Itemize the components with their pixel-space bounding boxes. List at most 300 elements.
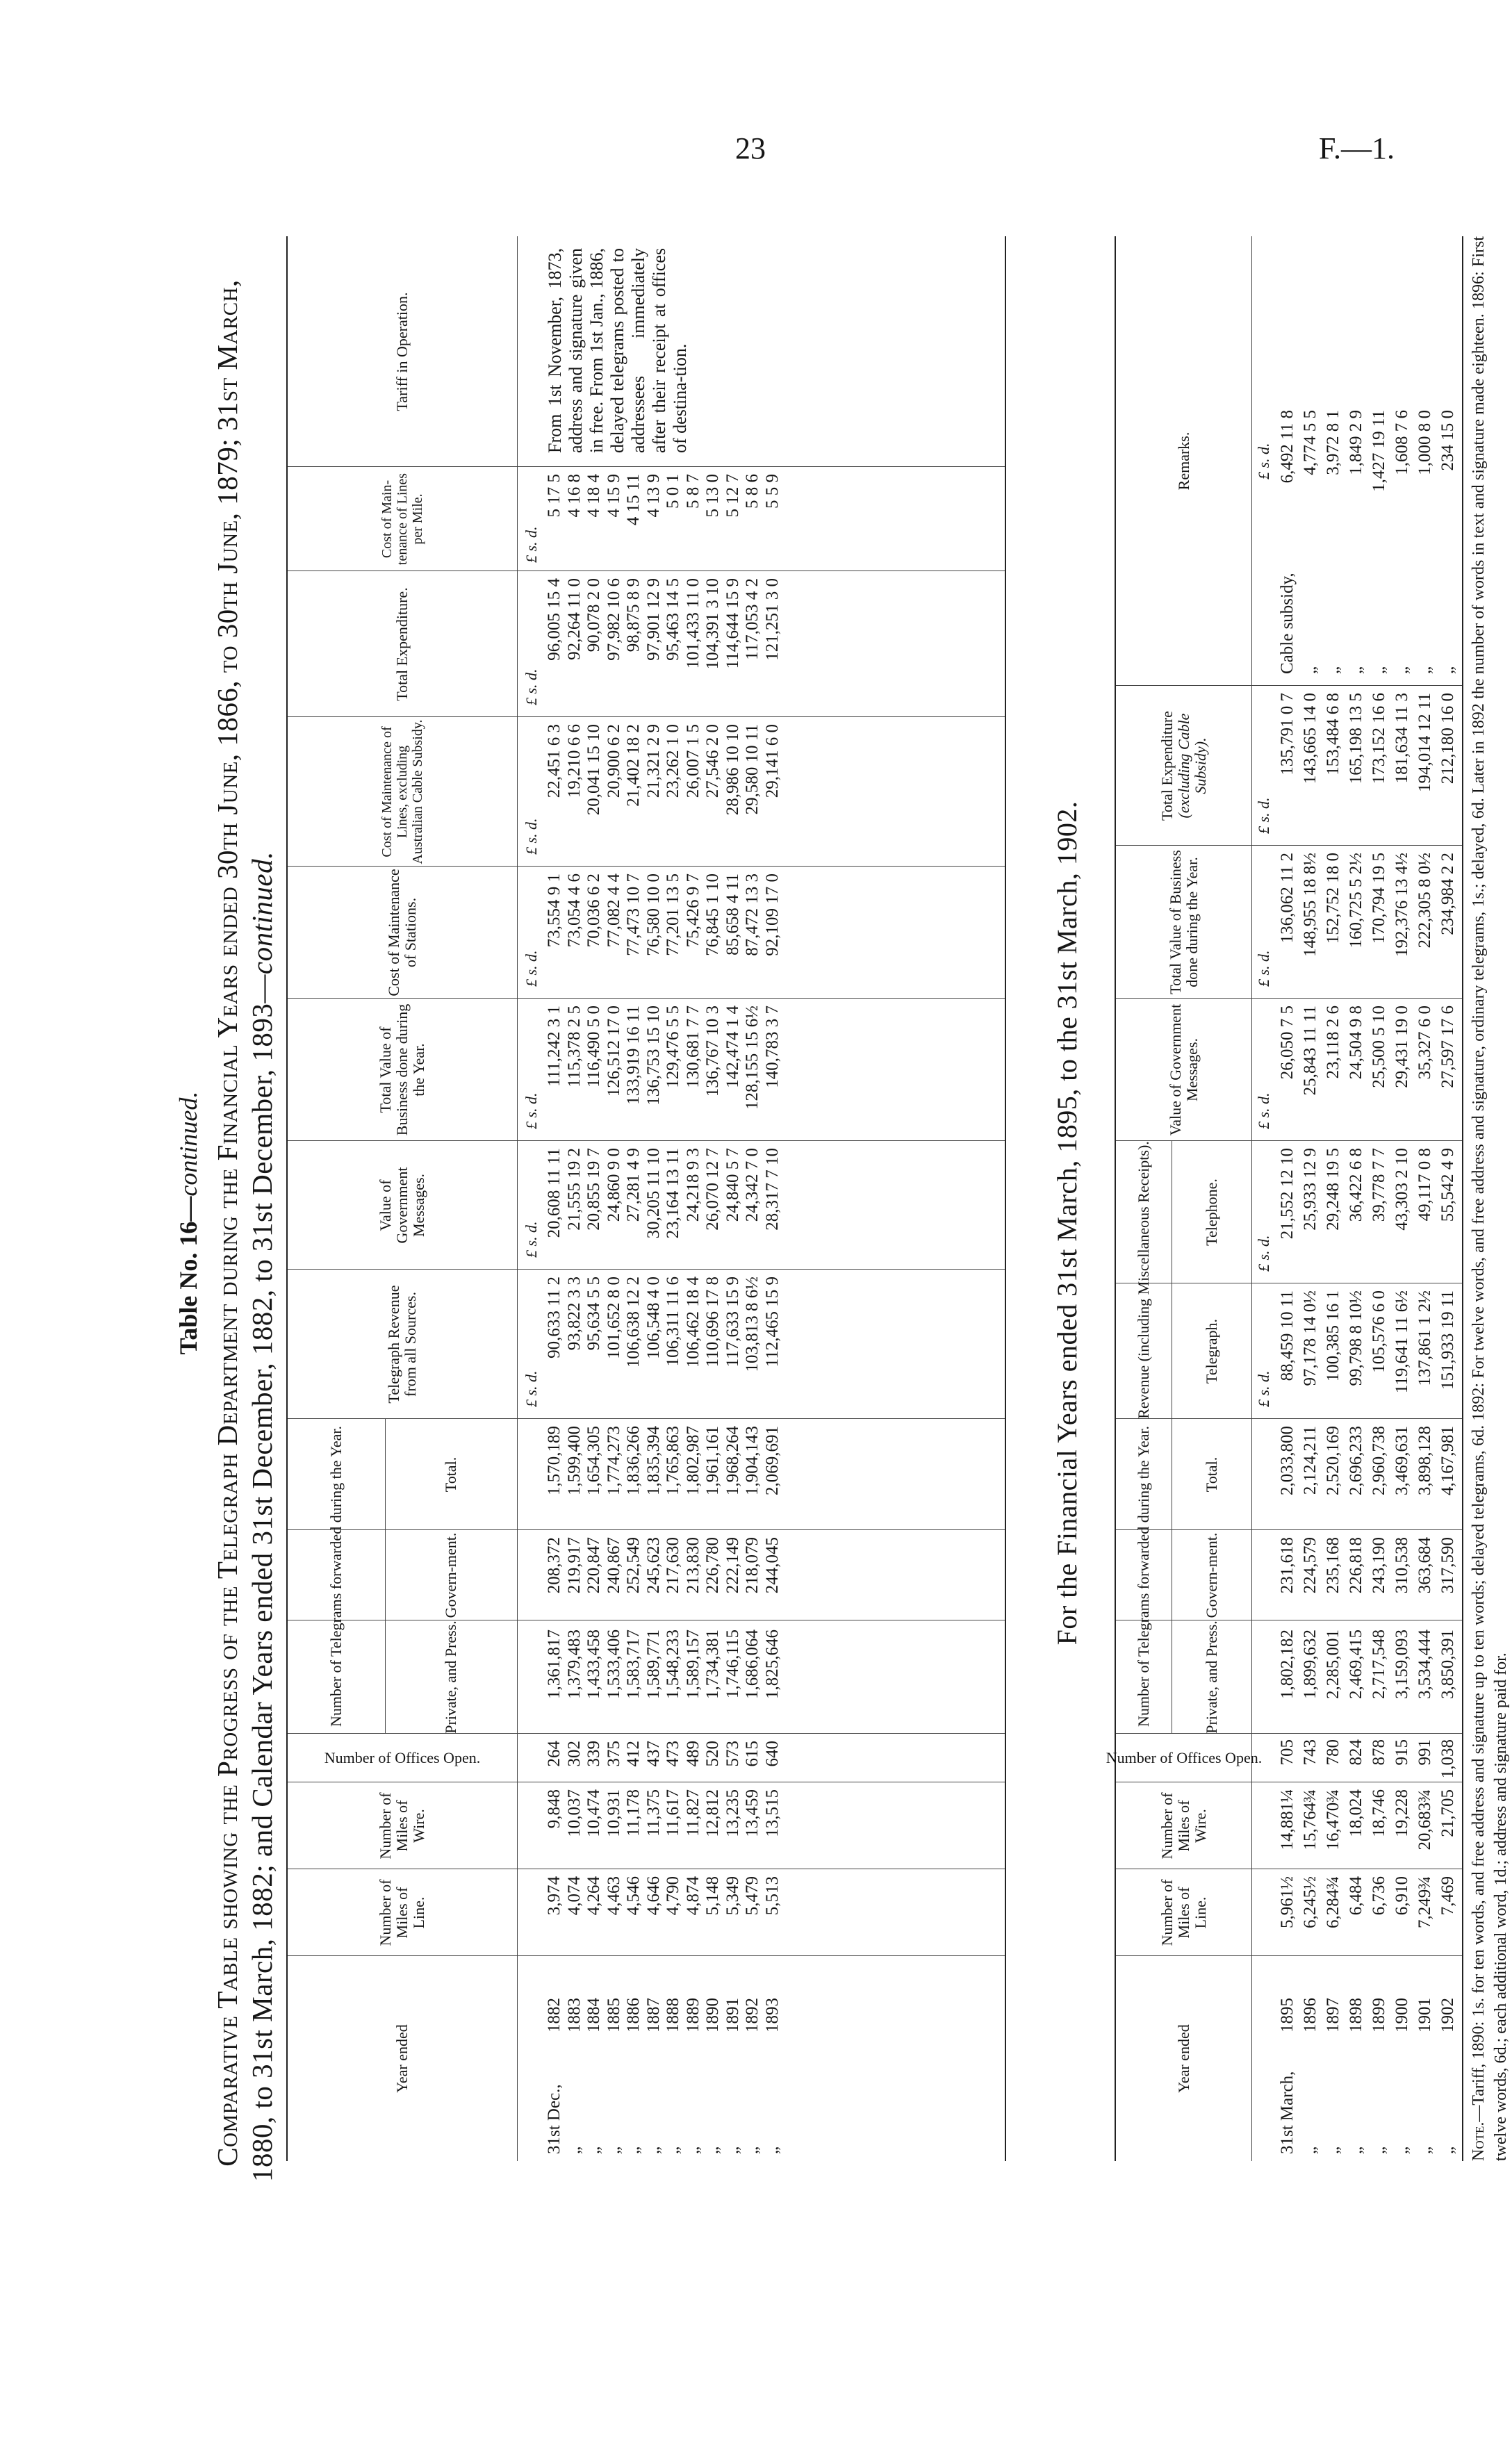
cell-miles-wire: 14,881¼ — [1278, 1789, 1297, 1850]
cell-telegraph: 119,641 11 6½ — [1392, 1290, 1411, 1394]
cell-total: 1,774,273 — [604, 1426, 623, 1495]
cell-offices: 915 — [1392, 1739, 1411, 1766]
cell-total-expenditure: 181,634 11 3 — [1392, 693, 1411, 784]
col-stations-cost — [545, 873, 782, 999]
cell-total: 1,802,987 — [683, 1426, 702, 1495]
cell-stations-cost: 76,580 10 0 — [643, 873, 663, 956]
cell-year-prefix: „ — [564, 2146, 584, 2154]
cell-private-press: 1,589,771 — [643, 1630, 663, 1699]
page-number: 23 — [735, 131, 766, 165]
cell-total-expenditure: 135,791 0 7 — [1278, 693, 1297, 775]
cell-stations-cost: 73,054 4 6 — [564, 873, 584, 948]
cell-year-prefix: „ — [624, 2146, 643, 2154]
cell-business-total: 133,919 16 11 — [624, 1006, 643, 1105]
units-business: £ s. d. — [523, 1092, 540, 1129]
cell-offices: 339 — [584, 1741, 603, 1767]
cell-total: 4,167,981 — [1438, 1426, 1457, 1495]
units-govt-messages: £ s. d. — [1255, 1092, 1272, 1129]
cell-year: 1899 — [1370, 1998, 1388, 2033]
cell-telegraph: 88,459 10 11 — [1278, 1290, 1297, 1381]
cell-miles-wire: 20,683¾ — [1415, 1789, 1434, 1850]
cell-offices: 878 — [1370, 1739, 1388, 1766]
cell-government: 226,780 — [703, 1537, 722, 1594]
cell-remarks-label: „ — [1370, 666, 1388, 674]
header-telegraph-revenue: Telegraph Revenue from all Sources. — [385, 1285, 419, 1404]
col-remarks-amount — [1276, 410, 1459, 542]
cell-year-prefix: „ — [1392, 2146, 1411, 2154]
cell-year-prefix: „ — [643, 2146, 663, 2154]
cell-cost-per-mile: 5 12 7 — [723, 474, 742, 518]
cell-miles-wire: 19,228 — [1392, 1789, 1411, 1837]
cell-year: 1884 — [584, 1998, 603, 2033]
cell-private-press: 1,802,182 — [1278, 1630, 1297, 1699]
cell-government: 240,867 — [604, 1537, 623, 1594]
cell-offices: 412 — [624, 1741, 643, 1767]
cell-business-total: 140,783 3 7 — [762, 1006, 782, 1088]
cell-total-expenditure: 212,180 16 0 — [1438, 693, 1457, 785]
cell-govt-messages: 23,164 13 11 — [664, 1148, 682, 1239]
cell-offices: 780 — [1324, 1739, 1342, 1766]
cell-government: 226,818 — [1347, 1537, 1365, 1594]
cell-miles-line: 5,148 — [703, 1876, 722, 1916]
cell-lines-cost: 27,546 2 0 — [703, 724, 722, 798]
cell-private-press: 3,850,391 — [1438, 1630, 1457, 1699]
units-telegraph: £ s. d. — [1255, 1370, 1272, 1407]
col-telegraph — [1276, 1290, 1459, 1419]
cell-telephone: 55,542 4 9 — [1438, 1148, 1457, 1222]
cell-telephone: 43,303 2 10 — [1392, 1148, 1411, 1231]
col-year-prefix — [1276, 2036, 1459, 2154]
cell-private-press: 2,469,415 — [1347, 1630, 1365, 1699]
cell-telephone: 39,778 7 7 — [1370, 1148, 1388, 1222]
cell-govt-messages: 24,218 9 3 — [683, 1148, 702, 1222]
col-lines-cost — [545, 724, 782, 867]
page-header — [0, 131, 1477, 172]
cell-total: 1,836,266 — [624, 1426, 643, 1495]
header-government-messages: Value of Government Messages. — [1166, 1003, 1201, 1136]
cell-miles-line: 4,546 — [624, 1876, 643, 1916]
cell-miles-wire: 9,848 — [545, 1789, 564, 1829]
cell-government: 231,618 — [1278, 1537, 1297, 1594]
cell-government: 363,684 — [1415, 1537, 1434, 1594]
cell-telegraph: 105,576 6 0 — [1370, 1290, 1388, 1373]
cell-year-prefix: „ — [1370, 2146, 1388, 2154]
col-remarks-label — [1276, 535, 1459, 674]
cell-revenue: 95,634 5 5 — [584, 1277, 603, 1351]
page-code: F.—1. — [1319, 131, 1395, 165]
cell-year-prefix: „ — [683, 2146, 702, 2154]
cell-total: 1,961,161 — [703, 1426, 722, 1495]
cell-total-expenditure: 173,152 16 6 — [1370, 693, 1388, 785]
header-stations-cost: Cost of Maintenance of Stations. — [385, 869, 419, 996]
cell-private-press: 1,686,064 — [743, 1630, 762, 1699]
cell-remarks-amount: 1,849 2 9 — [1347, 410, 1365, 475]
col-year — [545, 1963, 782, 2033]
cell-business-total: 234,984 2 2 — [1438, 853, 1457, 935]
cell-offices: 375 — [604, 1741, 623, 1767]
cell-total-expenditure: 98,875 8 9 — [624, 578, 643, 652]
cell-miles-line: 7,469 — [1438, 1876, 1457, 1916]
cell-business-total: 136,767 10 3 — [703, 1006, 722, 1097]
cell-total-expenditure: 95,463 14 5 — [664, 578, 682, 661]
cell-year: 1898 — [1347, 1998, 1365, 2033]
col-private-press — [545, 1630, 782, 1734]
cell-telegraph: 137,861 1 2½ — [1415, 1290, 1434, 1386]
cell-remarks-amount: 6,492 11 8 — [1278, 410, 1297, 484]
cell-miles-line: 5,513 — [762, 1876, 782, 1916]
cell-miles-wire: 16,470¾ — [1324, 1789, 1342, 1850]
cell-telegraph: 97,178 14 0½ — [1301, 1290, 1320, 1386]
cell-year-prefix: „ — [664, 2146, 682, 2154]
cell-miles-line: 6,484 — [1347, 1876, 1365, 1916]
cell-cost-per-mile: 5 8 6 — [743, 474, 762, 509]
cell-remarks-amount: 3,972 8 1 — [1324, 410, 1342, 475]
units-telephone: £ s. d. — [1255, 1235, 1272, 1272]
cell-cost-per-mile: 4 18 4 — [584, 474, 603, 518]
cell-private-press: 3,534,444 — [1415, 1630, 1434, 1699]
cell-revenue: 93,822 3 3 — [564, 1277, 584, 1351]
cell-remarks-amount: 234 15 0 — [1438, 410, 1457, 471]
comparative-table-1882-1893 — [286, 236, 1006, 2161]
cell-remarks-label: „ — [1415, 666, 1434, 674]
cell-year-prefix: „ — [703, 2146, 722, 2154]
cell-revenue: 106,548 4 0 — [643, 1277, 663, 1359]
header-total-telegrams: Total. — [1202, 1456, 1220, 1493]
cell-govt-messages: 20,855 19 7 — [584, 1148, 603, 1231]
cell-remarks-label: „ — [1324, 666, 1342, 674]
cell-cost-per-mile: 4 15 9 — [604, 474, 623, 518]
cell-year: 1892 — [743, 1998, 762, 2033]
cell-year-prefix: „ — [762, 2146, 782, 2154]
cell-govt-messages: 24,860 9 0 — [604, 1148, 623, 1222]
cell-miles-wire: 10,037 — [564, 1789, 584, 1837]
col-cost-per-mile — [545, 474, 782, 571]
cell-private-press: 1,825,646 — [762, 1630, 782, 1699]
cell-government: 310,538 — [1392, 1537, 1411, 1594]
header-year-ended: Year ended — [1174, 2024, 1192, 2093]
col-business-total — [1276, 853, 1459, 999]
cell-private-press: 1,548,233 — [664, 1630, 682, 1699]
cell-offices: 573 — [723, 1741, 742, 1767]
financial-years-subtitle: For the Financial Years ended 31st March, 1895, to the 31st March, 1902. — [1051, 801, 1083, 1645]
units-business: £ s. d. — [1255, 950, 1272, 987]
header-revenue-group: Revenue (including Miscellaneous Receipts). — [1135, 1141, 1152, 1419]
cell-miles-wire: 11,375 — [643, 1789, 663, 1837]
cell-cost-per-mile: 4 15 11 — [624, 474, 643, 526]
cell-business-total: 126,512 17 0 — [604, 1006, 623, 1097]
cell-total: 3,898,128 — [1415, 1426, 1434, 1495]
cell-year: 1902 — [1438, 1998, 1457, 2033]
cell-total-expenditure: 153,484 6 8 — [1324, 693, 1342, 775]
cell-revenue: 90,633 11 2 — [545, 1277, 564, 1359]
cell-miles-line: 6,245½ — [1301, 1876, 1320, 1928]
cell-lines-cost: 23,262 1 0 — [664, 724, 682, 798]
tariff-note: Note.—Tariff, 1890: 1s. for ten words, and free address and signature up to ten words; delayed telegrams, 6d. 1892: For twelve words, and free address and signature, ordinary telegrams, 1s.; delayed, 6d. Later in 1892 the number of words in text and signature made eighteen. 1896: First twelve words, 6d.; each additional word, 1d.; address and signature paid for. — [1470, 236, 1510, 2161]
cell-govt-messages: 24,840 5 7 — [723, 1148, 742, 1222]
units-expenditure: £ s. d. — [1255, 797, 1272, 834]
cell-lines-cost: 28,986 10 10 — [723, 724, 742, 816]
cell-government: 218,079 — [743, 1537, 762, 1594]
rotated-page-content — [174, 208, 1510, 2238]
cell-year-prefix: „ — [1415, 2146, 1434, 2154]
cell-total-expenditure: 165,198 13 5 — [1347, 693, 1365, 785]
header-tariff: Tariff in Operation. — [393, 292, 411, 411]
cell-year: 1886 — [624, 1998, 643, 2033]
cell-miles-wire: 11,827 — [683, 1789, 702, 1837]
col-miles-wire — [545, 1789, 782, 1869]
header-telegrams-forwarded: Number of Telegrams forwarded during the Year. — [327, 1425, 345, 1727]
cell-business-total: 128,155 15 6½ — [743, 1006, 762, 1110]
col-government — [545, 1537, 782, 1620]
cell-revenue: 112,465 15 9 — [762, 1277, 782, 1368]
cell-govt-messages: 23,118 2 6 — [1324, 1006, 1342, 1079]
cell-total: 2,033,800 — [1278, 1426, 1297, 1495]
cell-year-prefix: „ — [1347, 2146, 1365, 2154]
header-miles-of-wire: Number of Miles of Wire. — [1158, 1792, 1209, 1860]
header-government: Govern-ment. — [1202, 1532, 1220, 1618]
header-offices-open: Number of Offices Open. — [1106, 1748, 1262, 1766]
cell-business-total: 111,242 3 1 — [545, 1006, 564, 1087]
cell-offices: 991 — [1415, 1739, 1434, 1766]
cell-private-press: 3,159,093 — [1392, 1630, 1411, 1699]
cell-government: 317,590 — [1438, 1537, 1457, 1594]
cell-remarks-label: „ — [1347, 666, 1365, 674]
cell-revenue: 106,638 12 2 — [624, 1277, 643, 1368]
cell-telephone: 36,422 6 8 — [1347, 1148, 1365, 1222]
cell-government: 243,190 — [1370, 1537, 1388, 1594]
cell-revenue: 106,462 18 4 — [683, 1277, 702, 1368]
cell-cost-per-mile: 4 13 9 — [643, 474, 663, 518]
cell-revenue: 101,652 8 0 — [604, 1277, 623, 1359]
cell-miles-wire: 11,617 — [664, 1789, 682, 1837]
cell-miles-line: 6,284¾ — [1324, 1876, 1342, 1928]
cell-remarks-amount: 1,427 19 11 — [1370, 410, 1388, 492]
cell-lines-cost: 26,007 1 5 — [683, 724, 702, 798]
cell-offices: 743 — [1301, 1739, 1320, 1766]
cell-offices: 437 — [643, 1741, 663, 1767]
cell-cost-per-mile: 5 5 9 — [762, 474, 782, 509]
cell-private-press: 1,746,115 — [723, 1630, 742, 1699]
cell-telephone: 29,248 19 5 — [1324, 1148, 1342, 1231]
cell-government: 208,372 — [545, 1537, 564, 1594]
cell-year: 1895 — [1278, 1998, 1297, 2033]
cell-govt-messages: 26,050 7 5 — [1278, 1006, 1297, 1080]
cell-miles-line: 4,264 — [584, 1876, 603, 1916]
units-lines: £ s. d. — [523, 818, 540, 855]
cell-remarks-amount: 1,000 8 0 — [1415, 410, 1434, 475]
cell-remarks-amount: 1,608 7 6 — [1392, 410, 1411, 475]
cell-year-prefix: „ — [1438, 2146, 1457, 2154]
header-lines-cost: Cost of Maintenance of Lines, excluding Australian Cable Subsidy. — [379, 719, 425, 864]
col-total — [545, 1426, 782, 1530]
cell-year: 1890 — [703, 1998, 722, 2033]
col-telephone — [1276, 1148, 1459, 1283]
cell-total-expenditure: 97,982 10 6 — [604, 578, 623, 661]
header-total-expenditure: Total Expenditure (excluding Cable Subsidy). — [1158, 711, 1209, 821]
cell-govt-messages: 27,597 17 6 — [1438, 1006, 1457, 1088]
cell-govt-messages: 26,070 12 7 — [703, 1148, 722, 1231]
cell-stations-cost: 75,426 9 7 — [683, 873, 702, 948]
tariff-text: From 1st November, 1873, address and signature given in free. From 1st Jan., 1886, delayed telegrams posted to addressees immediately after their receipt at offices of destina-tion. — [545, 248, 690, 453]
cell-government: 235,168 — [1324, 1537, 1342, 1594]
cell-business-total: 222,305 8 0½ — [1415, 853, 1434, 949]
cell-total: 1,765,863 — [664, 1426, 682, 1495]
cell-total: 1,654,305 — [584, 1426, 603, 1495]
cell-total-expenditure: 97,901 12 9 — [643, 578, 663, 661]
cell-total-expenditure: 114,644 15 9 — [723, 578, 742, 669]
cell-telephone: 21,552 12 10 — [1278, 1148, 1297, 1240]
cell-miles-line: 4,463 — [604, 1876, 623, 1916]
cell-miles-line: 4,074 — [564, 1876, 584, 1916]
header-private-press: Private, and Press. — [1202, 1620, 1220, 1734]
col-year-prefix — [545, 2050, 782, 2154]
cell-miles-line: 4,874 — [683, 1876, 702, 1916]
cell-business-total: 148,955 18 8½ — [1301, 853, 1320, 957]
col-offices — [545, 1741, 782, 1782]
cell-business-total: 129,476 5 5 — [664, 1006, 682, 1088]
cell-stations-cost: 92,109 17 0 — [762, 873, 782, 956]
header-offices-open: Number of Offices Open. — [324, 1748, 481, 1766]
col-offices — [1276, 1739, 1459, 1782]
cell-total-expenditure: 121,251 3 0 — [762, 578, 782, 661]
col-miles-line — [545, 1876, 782, 1956]
cell-business-total: 142,474 1 4 — [723, 1006, 742, 1088]
header-government-messages: Value of Government Messages. — [377, 1167, 427, 1244]
units-revenue: £ s. d. — [523, 1370, 540, 1407]
header-total-telegrams: Total. — [442, 1456, 459, 1493]
cell-business-total: 152,752 18 0 — [1324, 853, 1342, 944]
cell-miles-line: 5,349 — [723, 1876, 742, 1916]
cell-stations-cost: 77,082 4 4 — [604, 873, 623, 948]
cell-year-prefix: „ — [584, 2146, 603, 2154]
cell-government: 222,149 — [723, 1537, 742, 1594]
cell-total-expenditure: 101,433 11 0 — [683, 578, 702, 669]
cell-year: 1896 — [1301, 1998, 1320, 2033]
cell-govt-messages: 25,500 5 10 — [1370, 1006, 1388, 1088]
cell-remarks-amount: 4,774 5 5 — [1301, 410, 1320, 475]
cell-total: 2,696,233 — [1347, 1426, 1365, 1495]
cell-revenue: 110,696 17 8 — [703, 1277, 722, 1368]
cell-government: 217,630 — [664, 1537, 682, 1594]
cell-year: 1893 — [762, 1998, 782, 2033]
cell-year-prefix: 31st Dec., — [545, 2084, 564, 2154]
cell-stations-cost: 85,658 4 11 — [723, 873, 742, 955]
header-total-business: Total Value of Business done during the Year. — [1166, 850, 1201, 994]
cell-miles-wire: 10,931 — [604, 1789, 623, 1837]
cell-private-press: 1,379,483 — [564, 1630, 584, 1699]
cell-miles-line: 6,736 — [1370, 1876, 1388, 1916]
col-govt-messages — [1276, 1006, 1459, 1141]
cell-total: 1,904,143 — [743, 1426, 762, 1495]
col-govt-messages — [545, 1148, 782, 1270]
cell-government: 224,579 — [1301, 1537, 1320, 1594]
cell-revenue: 103,813 8 6½ — [743, 1277, 762, 1372]
cell-miles-wire: 11,178 — [624, 1789, 643, 1837]
cell-year: 1883 — [564, 1998, 584, 2033]
cell-year-prefix: „ — [723, 2146, 742, 2154]
cell-year: 1897 — [1324, 1998, 1342, 2033]
cell-govt-messages: 20,608 11 11 — [545, 1148, 564, 1238]
cell-business-total: 160,725 5 2½ — [1347, 853, 1365, 949]
cell-miles-line: 5,961½ — [1278, 1876, 1297, 1928]
cell-total-expenditure: 92,264 11 0 — [564, 578, 584, 660]
col-private-press — [1276, 1630, 1459, 1734]
cell-cost-per-mile: 5 17 5 — [545, 474, 564, 518]
cell-year-prefix: „ — [1324, 2146, 1342, 2154]
cell-cost-per-mile: 5 13 0 — [703, 474, 722, 518]
cell-year: 1887 — [643, 1998, 663, 2033]
cell-miles-wire: 12,812 — [703, 1789, 722, 1837]
header-telegrams-forwarded: Number of Telegrams forwarded during the Year. — [1135, 1425, 1152, 1727]
header-remarks: Remarks. — [1174, 432, 1192, 491]
header-telephone: Telephone. — [1202, 1179, 1220, 1246]
cell-miles-wire: 15,764¾ — [1301, 1789, 1320, 1850]
cell-business-total: 130,681 7 7 — [683, 1006, 702, 1088]
cell-remarks-label: „ — [1392, 666, 1411, 674]
cell-telegraph: 99,798 8 10½ — [1347, 1290, 1365, 1386]
cell-lines-cost: 29,580 10 11 — [743, 724, 762, 815]
cell-offices: 824 — [1347, 1739, 1365, 1766]
units-remarks: £ s. d. — [1255, 443, 1272, 479]
cell-miles-line: 4,646 — [643, 1876, 663, 1916]
cell-government: 220,847 — [584, 1537, 603, 1594]
cell-lines-cost: 20,900 6 2 — [604, 724, 623, 798]
cell-miles-wire: 18,024 — [1347, 1789, 1365, 1837]
cell-lines-cost: 22,451 6 3 — [545, 724, 564, 798]
cell-miles-wire: 21,705 — [1438, 1789, 1457, 1837]
cell-miles-wire: 18,746 — [1370, 1789, 1388, 1837]
cell-private-press: 1,589,157 — [683, 1630, 702, 1699]
cell-lines-cost: 20,041 15 10 — [584, 724, 603, 816]
header-private-press: Private, and Press. — [442, 1620, 459, 1734]
cell-offices: 489 — [683, 1741, 702, 1767]
cell-private-press: 1,433,458 — [584, 1630, 603, 1699]
cell-stations-cost: 77,201 13 5 — [664, 873, 682, 956]
cell-year-prefix: „ — [1301, 2146, 1320, 2154]
cell-year-prefix: „ — [604, 2146, 623, 2154]
cell-cost-per-mile: 5 8 7 — [683, 474, 702, 509]
header-total-business: Total Value of Business done during the Year. — [377, 1003, 427, 1136]
cell-total: 2,069,691 — [762, 1426, 782, 1495]
cell-total-expenditure: 96,005 15 4 — [545, 578, 564, 661]
cell-total-expenditure: 90,078 2 0 — [584, 578, 603, 652]
units-govt-messages: £ s. d. — [523, 1221, 540, 1258]
cell-telegraph: 100,385 16 1 — [1324, 1290, 1342, 1382]
cell-year: 1888 — [664, 1998, 682, 2033]
cell-private-press: 1,533,406 — [604, 1630, 623, 1699]
cell-business-total: 136,753 15 10 — [643, 1006, 663, 1106]
cell-offices: 473 — [664, 1741, 682, 1767]
cell-miles-wire: 13,515 — [762, 1789, 782, 1837]
cell-total-expenditure: 117,053 4 2 — [743, 578, 762, 660]
col-revenue — [545, 1277, 782, 1419]
cell-total-expenditure: 143,665 14 0 — [1301, 693, 1320, 785]
cell-private-press: 1,734,381 — [703, 1630, 722, 1699]
cell-government: 252,549 — [624, 1537, 643, 1594]
cell-government: 244,045 — [762, 1537, 782, 1594]
cell-total: 1,570,189 — [545, 1426, 564, 1495]
cell-miles-line: 4,790 — [664, 1876, 682, 1916]
col-year — [1276, 1963, 1459, 2033]
cell-private-press: 1,583,717 — [624, 1630, 643, 1699]
cell-remarks-label: „ — [1438, 666, 1457, 674]
cell-total: 2,520,169 — [1324, 1426, 1342, 1495]
header-miles-of-line: Number of Miles of Line. — [1158, 1879, 1209, 1946]
cell-year: 1901 — [1415, 1998, 1434, 2033]
cell-cost-per-mile: 4 16 8 — [564, 474, 584, 518]
cell-govt-messages: 24,342 7 0 — [743, 1148, 762, 1222]
cell-remarks-label: Cable subsidy, — [1278, 573, 1297, 674]
